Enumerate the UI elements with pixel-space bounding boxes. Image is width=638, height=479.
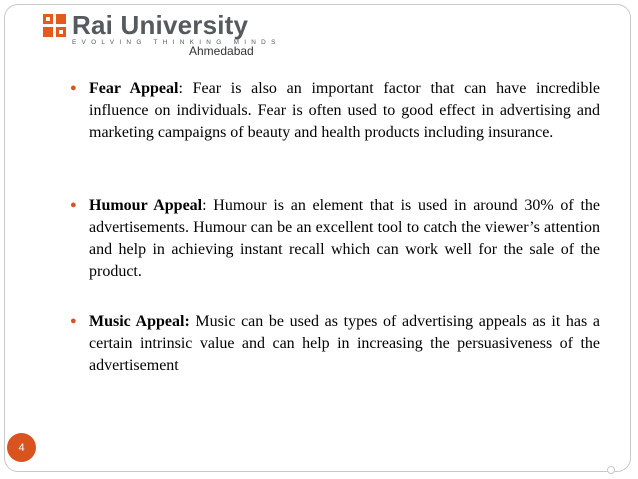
university-crest-icon <box>43 14 67 40</box>
bullet-marker-icon: ● <box>70 199 77 211</box>
campus-name: Ahmedabad <box>189 44 254 58</box>
bullet-description: : Fear is also an important factor that can have incredible influence on individuals. Fear is often used to good effect in advertising and marketing campaigns of beauty and health products including insurance. <box>89 80 601 141</box>
logo-name: Rai University <box>72 10 249 40</box>
page-number-badge: 4 <box>7 433 36 462</box>
university-logo <box>43 12 281 46</box>
bullet-fear-appeal <box>70 78 600 144</box>
bullet-text <box>89 195 600 283</box>
bullet-music-appeal <box>70 311 600 377</box>
bullet-humour-appeal <box>70 195 600 283</box>
bullet-text <box>89 311 600 377</box>
frame-corner-dot <box>607 466 615 474</box>
bullet-text <box>89 78 600 144</box>
bullet-description: : Humour is an element that is used in around 30% of the advertisements. Humour can be an excellent tool to catch the viewer’s attention and help in achieving instant recall which can work well for the sale of the product. <box>89 197 600 280</box>
bullet-term: Humour Appeal <box>89 197 203 214</box>
logo-tagline: EVOLVING THINKING MINDS <box>72 39 281 46</box>
bullet-term: Fear Appeal <box>89 80 179 97</box>
bullet-marker-icon: ● <box>70 315 77 327</box>
bullet-term: Music Appeal: <box>89 313 190 330</box>
bullet-marker-icon: ● <box>70 82 77 94</box>
bullet-description: Music can be used as types of advertising appeals as it has a certain intrinsic value and can help in increasing the persuasiveness of the advertisement <box>89 313 601 374</box>
